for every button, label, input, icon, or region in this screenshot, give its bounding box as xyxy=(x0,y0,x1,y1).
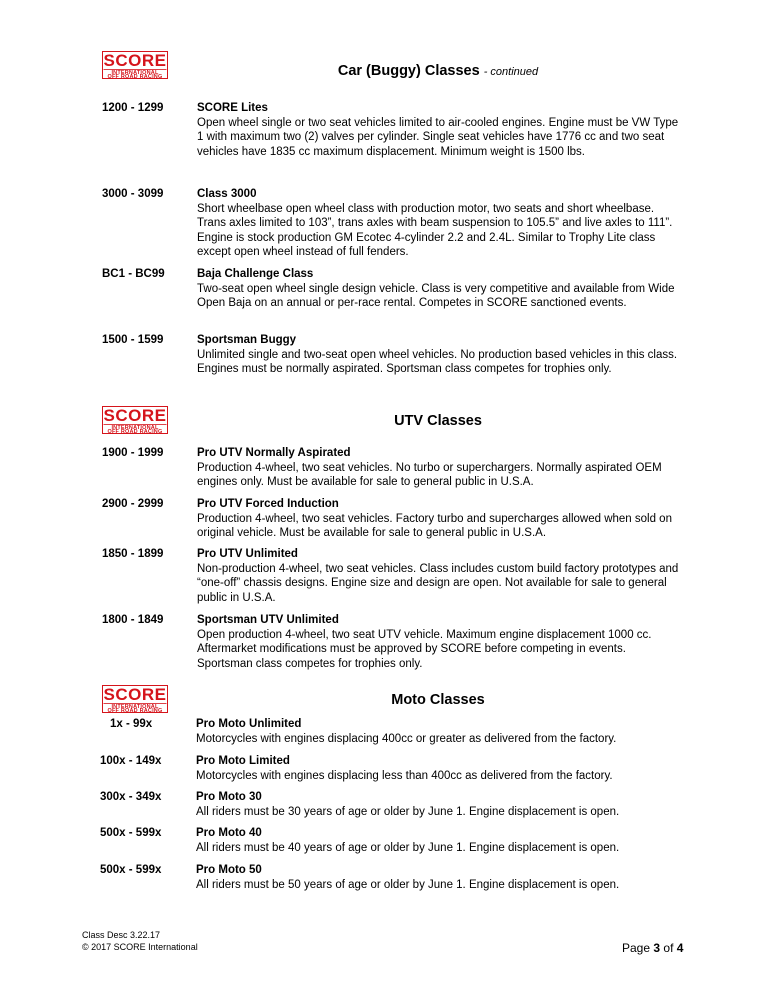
section-title-utv xyxy=(180,413,696,429)
class-name: Pro UTV Unlimited xyxy=(197,548,298,560)
class-name: SCORE Lites xyxy=(197,102,268,114)
page-number xyxy=(622,941,683,955)
logo-sub-text-2: OFF ROAD RACING xyxy=(107,429,163,435)
section-title-suffix: - continued xyxy=(483,66,539,78)
class-number-range: 1800 - 1849 xyxy=(102,614,164,626)
section-title-text: Car (Buggy) Classes xyxy=(337,63,480,79)
copyright: © 2017 SCORE International xyxy=(82,942,198,952)
score-logo xyxy=(102,51,168,79)
class-description: Short wheelbase open wheel class with production motor, two seats and short wheelbase. Trans axles limited to 103”, trans axles with beam suspension to 105.5” and live axles to 111”. Engine is stock production GM Ecotec 4-cylinder 2.2 and 2.4L. Similar to Trophy Lite class except open wheel instead of full fenders. xyxy=(197,202,673,259)
class-description: All riders must be 30 years of age or older by June 1. Engine displacement is open. xyxy=(196,805,620,818)
class-number-range: 1x - 99x xyxy=(110,718,153,730)
class-name: Pro Moto Limited xyxy=(196,755,290,767)
page-of: of xyxy=(663,941,674,955)
class-number-range: 100x - 149x xyxy=(100,755,162,767)
class-number-range: 2900 - 2999 xyxy=(102,498,164,510)
class-number-range: 500x - 599x xyxy=(100,864,162,876)
class-name: Pro Moto Unlimited xyxy=(196,718,302,730)
class-number-range: 1200 - 1299 xyxy=(102,102,164,114)
page-total: 4 xyxy=(676,941,684,955)
class-description: Two-seat open wheel single design vehicle. Class is very competitive and available from Wide Open Baja on an annual or per-race rental. Competes in SCORE sanctioned events. xyxy=(197,282,675,310)
class-number-range: 1850 - 1899 xyxy=(102,548,164,560)
class-description: Open wheel single or two seat vehicles limited to air-cooled engines. Engine must be VW Type 1 with maximum two (2) valves per cylinder. Single seat vehicles have 1776 cc and two seat vehicles have 1835 cc maximum displacement. Minimum weight is 1500 lbs. xyxy=(197,116,679,158)
section-title-text: Moto Classes xyxy=(391,692,485,708)
page-word: Page xyxy=(622,941,651,955)
score-logo xyxy=(102,406,168,434)
class-name: Pro Moto 30 xyxy=(196,791,262,803)
logo-sub-text-2: OFF ROAD RACING xyxy=(107,708,163,714)
document-id: Class Desc 3.22.17 xyxy=(82,930,161,940)
class-number-range: 300x - 349x xyxy=(100,791,162,803)
class-name: Pro UTV Normally Aspirated xyxy=(197,447,351,459)
class-description: Motorcycles with engines displacing 400cc or greater as delivered from the factory. xyxy=(196,732,617,745)
logo-sub-text-1: INTERNATIONAL xyxy=(111,424,159,431)
class-description: All riders must be 50 years of age or older by June 1. Engine displacement is open. xyxy=(196,878,620,891)
class-name: Baja Challenge Class xyxy=(197,268,314,280)
class-name: Pro UTV Forced Induction xyxy=(197,498,339,510)
section-title-text: UTV Classes xyxy=(394,413,482,429)
logo-sub-text-2: OFF ROAD RACING xyxy=(107,74,163,80)
class-name: Sportsman UTV Unlimited xyxy=(197,614,339,626)
class-name: Pro Moto 40 xyxy=(196,827,262,839)
class-number-range: 1500 - 1599 xyxy=(102,334,164,346)
logo-sub-text-1: INTERNATIONAL xyxy=(111,69,159,76)
class-description: Non-production 4-wheel, two seat vehicles. Class includes custom build factory prototypes and “one-off” chassis designs. Engine size and design are open. Not available for sale to general public in U.S.A. xyxy=(197,562,679,604)
class-number-range: 500x - 599x xyxy=(100,827,162,839)
class-description: Motorcycles with engines displacing less than 400cc as delivered from the factory. xyxy=(196,769,613,782)
class-number-range: 3000 - 3099 xyxy=(102,188,164,200)
section-title-moto xyxy=(180,692,696,708)
score-logo xyxy=(102,685,168,713)
logo-main-text: SCORE xyxy=(103,685,167,704)
class-number-range: 1900 - 1999 xyxy=(102,447,164,459)
class-name: Pro Moto 50 xyxy=(196,864,262,876)
section-title-car-buggy xyxy=(180,63,696,79)
logo-main-text: SCORE xyxy=(103,406,167,425)
class-description: Production 4-wheel, two seat vehicles. Factory turbo and supercharges allowed when sold on original vehicle. Must be available for sale to general public in U.S.A. xyxy=(197,512,672,540)
class-name: Class 3000 xyxy=(197,188,257,200)
class-description: All riders must be 40 years of age or older by June 1. Engine displacement is open. xyxy=(196,841,620,854)
class-number-range: BC1 - BC99 xyxy=(102,268,165,280)
page-current: 3 xyxy=(653,941,661,955)
logo-sub-text-1: INTERNATIONAL xyxy=(111,703,159,710)
class-name: Sportsman Buggy xyxy=(197,334,297,346)
footer-left xyxy=(82,929,198,953)
class-description: Unlimited single and two-seat open wheel vehicles. No production based vehicles in this class. Engines must be normally aspirated. Sportsman class competes for trophies only. xyxy=(197,348,678,376)
logo-main-text: SCORE xyxy=(103,51,167,70)
class-description: Open production 4-wheel, two seat UTV vehicle. Maximum engine displacement 1000 cc. Aftermarket modifications must be approved by SCORE before competing in events. Sportsman class competes for trophies only. xyxy=(197,628,652,670)
class-description: Production 4-wheel, two seat vehicles. No turbo or superchargers. Normally aspirated OEM engines only. Must be available for sale to general public in U.S.A. xyxy=(197,461,662,489)
